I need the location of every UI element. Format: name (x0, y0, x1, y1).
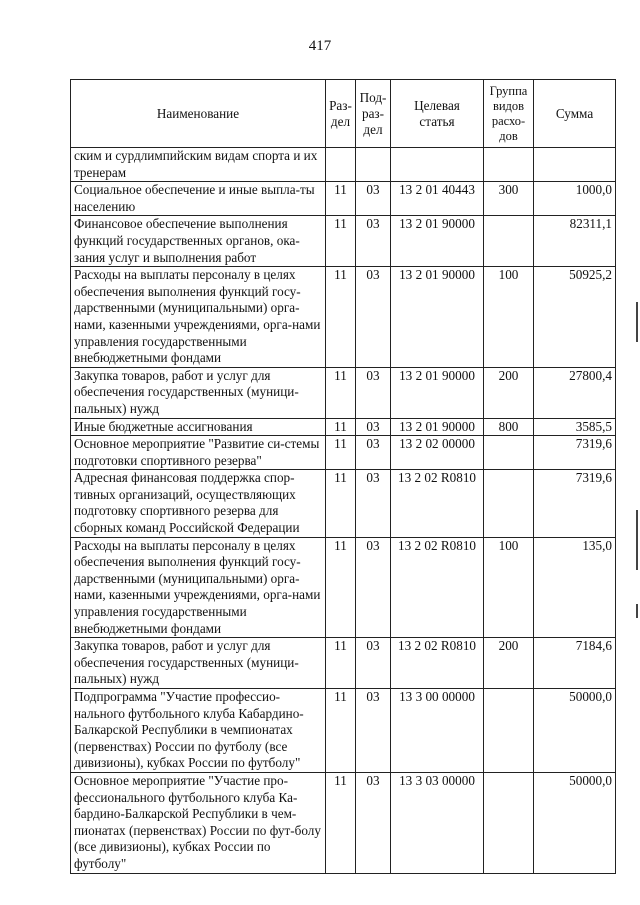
row-tselevaya-cell: 13 2 01 40443 (391, 182, 484, 216)
header-name: Наименование (71, 80, 326, 148)
row-summa-cell: 50925,2 (534, 267, 616, 368)
table-row (71, 689, 616, 773)
scan-edge-mark (636, 604, 638, 618)
page-number: 417 (308, 38, 332, 54)
table-row (71, 537, 616, 638)
row-summa-cell (534, 148, 616, 182)
header-gruppa-vidov: Группа видов расхо- дов (484, 80, 534, 148)
row-razdel-cell: 11 (326, 436, 356, 470)
budget-table (70, 79, 616, 874)
row-summa-cell: 3585,5 (534, 418, 616, 436)
row-tselevaya-cell: 13 2 02 R0810 (391, 638, 484, 689)
table-row (71, 267, 616, 368)
row-summa-cell: 135,0 (534, 537, 616, 638)
row-name-cell: Расходы на выплаты персоналу в целях обеспечения выполнения функций госу-дарственными (муниципальными) орга-нами, казенными учреждениями, орга-нами управления государственными внебюджетными фондами (71, 537, 326, 638)
row-name-cell: ским и сурдлимпийским видам спорта и их тренерам (71, 148, 326, 182)
row-tselevaya-cell (391, 148, 484, 182)
row-podrazdel-cell: 03 (356, 182, 391, 216)
row-tselevaya-cell: 13 3 03 00000 (391, 772, 484, 873)
table-row (71, 436, 616, 470)
table-header-row (71, 80, 616, 148)
row-name-cell: Закупка товаров, работ и услуг для обеспечения государственных (муници-пальных) нужд (71, 638, 326, 689)
scan-edge-mark (636, 510, 638, 570)
header-tselevaya-statya: Целевая статья (391, 80, 484, 148)
row-podrazdel-cell: 03 (356, 537, 391, 638)
row-gruppa-cell (484, 148, 534, 182)
row-tselevaya-cell: 13 2 01 90000 (391, 216, 484, 267)
row-tselevaya-cell: 13 2 01 90000 (391, 418, 484, 436)
row-tselevaya-cell: 13 3 00 00000 (391, 689, 484, 773)
row-name-cell: Социальное обеспечение и иные выпла-ты населению (71, 182, 326, 216)
row-tselevaya-cell: 13 2 02 R0810 (391, 537, 484, 638)
row-razdel-cell: 11 (326, 267, 356, 368)
row-summa-cell: 82311,1 (534, 216, 616, 267)
row-razdel-cell: 11 (326, 216, 356, 267)
row-tselevaya-cell: 13 2 02 R0810 (391, 470, 484, 537)
row-razdel-cell: 11 (326, 367, 356, 418)
row-name-cell: Иные бюджетные ассигнования (71, 418, 326, 436)
row-summa-cell: 50000,0 (534, 689, 616, 773)
row-podrazdel-cell: 03 (356, 367, 391, 418)
row-gruppa-cell: 300 (484, 182, 534, 216)
row-summa-cell: 7319,6 (534, 470, 616, 537)
row-razdel-cell: 11 (326, 772, 356, 873)
row-name-cell: Основное мероприятие "Участие про-фессионального футбольного клуба Ка-бардино-Балкарской Республики в чем-пионатах (первенствах) России по фут-болу (все дивизионы), кубках России по футболу" (71, 772, 326, 873)
row-gruppa-cell: 200 (484, 367, 534, 418)
row-gruppa-cell: 800 (484, 418, 534, 436)
table-row (71, 418, 616, 436)
row-summa-cell: 1000,0 (534, 182, 616, 216)
row-razdel-cell: 11 (326, 638, 356, 689)
row-gruppa-cell (484, 436, 534, 470)
table-row (71, 182, 616, 216)
row-name-cell: Закупка товаров, работ и услуг для обеспечения государственных (муници-пальных) нужд (71, 367, 326, 418)
table-row (71, 470, 616, 537)
row-razdel-cell: 11 (326, 689, 356, 773)
row-name-cell: Подпрограмма "Участие профессио-нального футбольного клуба Кабардино-Балкарской Республики в чемпионатах (первенствах) России по футболу (все дивизионы), кубках России по футболу" (71, 689, 326, 773)
row-gruppa-cell: 200 (484, 638, 534, 689)
row-podrazdel-cell: 03 (356, 418, 391, 436)
row-name-cell: Адресная финансовая поддержка спор-тивных организаций, осуществляющих подготовку спортивного резерва для сборных команд Российской Федерации (71, 470, 326, 537)
row-summa-cell: 27800,4 (534, 367, 616, 418)
row-summa-cell: 7184,6 (534, 638, 616, 689)
header-podrazdel: Под- раз- дел (356, 80, 391, 148)
table-row (71, 638, 616, 689)
table-row (71, 772, 616, 873)
row-razdel-cell: 11 (326, 418, 356, 436)
row-razdel-cell: 11 (326, 537, 356, 638)
header-razdel: Раз- дел (326, 80, 356, 148)
row-podrazdel-cell: 03 (356, 216, 391, 267)
row-tselevaya-cell: 13 2 01 90000 (391, 267, 484, 368)
row-gruppa-cell (484, 470, 534, 537)
row-podrazdel-cell: 03 (356, 470, 391, 537)
row-summa-cell: 50000,0 (534, 772, 616, 873)
row-gruppa-cell: 100 (484, 267, 534, 368)
row-podrazdel-cell: 03 (356, 267, 391, 368)
row-razdel-cell: 11 (326, 470, 356, 537)
row-tselevaya-cell: 13 2 01 90000 (391, 367, 484, 418)
table-row (71, 367, 616, 418)
table-row (71, 148, 616, 182)
row-name-cell: Расходы на выплаты персоналу в целях обеспечения выполнения функций госу-дарственными (муниципальными) орга-нами, казенными учреждениями, орга-нами управления государственными внебюджетными фондами (71, 267, 326, 368)
row-podrazdel-cell: 03 (356, 689, 391, 773)
row-gruppa-cell (484, 689, 534, 773)
row-name-cell: Финансовое обеспечение выполнения функций государственных органов, ока-зания услуг и выполнения работ (71, 216, 326, 267)
row-razdel-cell (326, 148, 356, 182)
row-gruppa-cell (484, 772, 534, 873)
row-podrazdel-cell: 03 (356, 638, 391, 689)
table-row (71, 216, 616, 267)
scan-edge-mark (636, 302, 638, 342)
row-razdel-cell: 11 (326, 182, 356, 216)
row-podrazdel-cell: 03 (356, 772, 391, 873)
row-summa-cell: 7319,6 (534, 436, 616, 470)
row-gruppa-cell (484, 216, 534, 267)
row-name-cell: Основное мероприятие "Развитие си-стемы подготовки спортивного резерва" (71, 436, 326, 470)
row-tselevaya-cell: 13 2 02 00000 (391, 436, 484, 470)
row-podrazdel-cell (356, 148, 391, 182)
header-summa: Сумма (534, 80, 616, 148)
row-podrazdel-cell: 03 (356, 436, 391, 470)
row-gruppa-cell: 100 (484, 537, 534, 638)
